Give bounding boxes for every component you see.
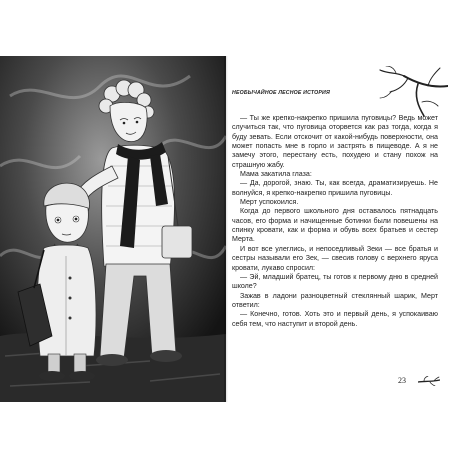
branch-icon [418, 376, 440, 386]
paragraph: — Да, дорогой, знаю. Ты, как всегда, драматизируешь. Не волнуйся, я крепко-накрепко пришила пуговицы. [232, 179, 438, 197]
running-head: НЕОБЫЧАЙНОЕ ЛЕСНОЕ ИСТОРИЯ [232, 90, 330, 96]
paragraph: — Конечно, готов. Хоть это и первый день, я успокаиваю себя тем, что наступит и второй день. [232, 310, 438, 328]
paragraph: — Ты же крепко-накрепко пришила пуговицы? Ведь может случиться так, что пуговица оторвется как раз тогда, когда я буду зевать. Если отскочит от какой-нибудь поверхности, она может попасть мне в горло и застрять в пищеводе. А я не замечу этого, перестану есть, похудею и стану похож на страшную жабу. [232, 114, 438, 169]
paragraph: И вот все улеглись, и непоседливый Зеки — все братья и сестры называли его Зек, — свесив голову с верхнего яруса кровати, лукаво спросил: [232, 244, 438, 272]
paragraph: Зажав в ладони разноцветный стеклянный шарик, Мерт ответил: [232, 291, 438, 309]
illustration-page [0, 56, 226, 402]
page-number: 23 [398, 376, 406, 385]
bare-tree-icon [378, 66, 448, 118]
story-text [232, 114, 438, 329]
text-page [228, 56, 452, 402]
paragraph: — Эй, младший братец, ты готов к первому дню в средней школе? [232, 272, 438, 291]
paragraph: Мерт успокоился. [240, 198, 299, 207]
two-boys-illustration [0, 56, 226, 402]
paragraph: Когда до первого школьного дня оставалось пятнадцать часов, его форма и начищенные ботинки были повешены на спинку кровати, как и форма и обувь всех братьев и сестер Мерта. [232, 207, 438, 244]
book-spread [0, 56, 452, 402]
paragraph: Мама закатила глаза: [240, 170, 312, 179]
